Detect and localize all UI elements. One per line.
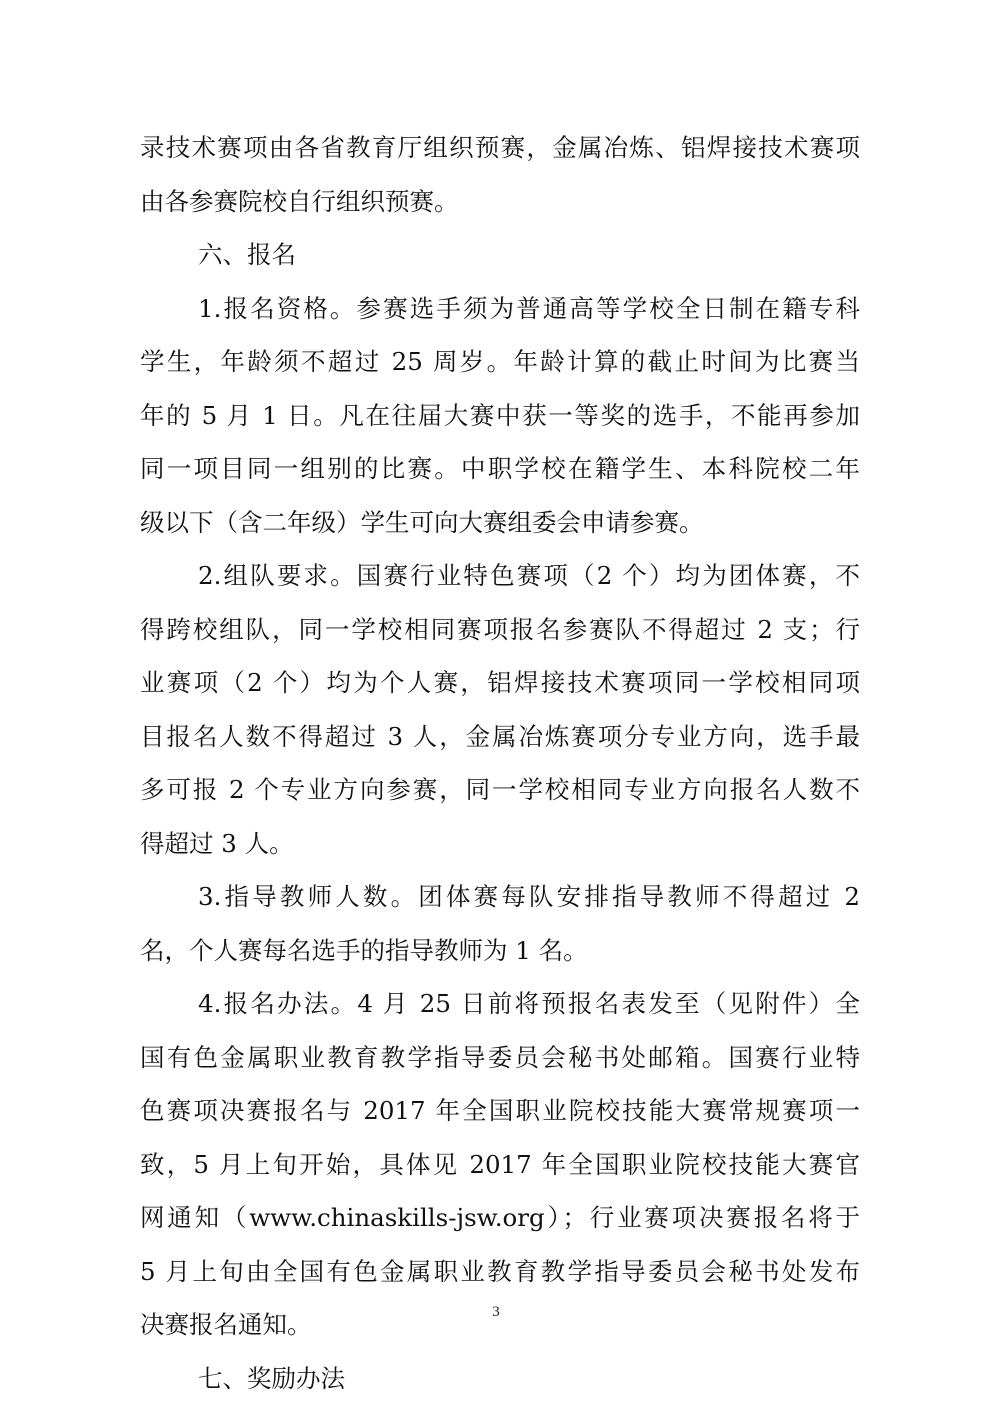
paragraph-line: 七、奖励办法 xyxy=(140,1352,860,1405)
paragraph-line: 决赛报名通知。 xyxy=(140,1298,860,1352)
paragraph-line: 色赛项决赛报名与 2017 年全国职业院校技能大赛常规赛项一 xyxy=(140,1084,860,1138)
paragraph-line: 致，5 月上旬开始，具体见 2017 年全国职业院校技能大赛官 xyxy=(140,1138,860,1192)
paragraph-line: 同一项目同一组别的比赛。中职学校在籍学生、本科院校二年 xyxy=(140,442,860,496)
paragraph-line: 业赛项（2 个）均为个人赛，铝焊接技术赛项同一学校相同项 xyxy=(140,656,860,710)
paragraph-line: 国有色金属职业教育教学指导委员会秘书处邮箱。国赛行业特 xyxy=(140,1031,860,1085)
paragraph-line: 年的 5 月 1 日。凡在往届大赛中获一等奖的选手，不能再参加 xyxy=(140,389,860,443)
page-number: 3 xyxy=(0,1304,992,1321)
paragraph-line: 多可报 2 个专业方向参赛，同一学校相同专业方向报名人数不 xyxy=(140,763,860,817)
paragraph-line: 级以下（含二年级）学生可向大赛组委会申请参赛。 xyxy=(140,496,860,550)
paragraph-line: 5 月上旬由全国有色金属职业教育教学指导委员会秘书处发布 xyxy=(140,1245,860,1299)
paragraph-line: 1.报名资格。参赛选手须为普通高等学校全日制在籍专科 xyxy=(140,282,860,336)
document-body xyxy=(140,121,860,1405)
paragraph-line: 2.组队要求。国赛行业特色赛项（2 个）均为团体赛，不 xyxy=(140,549,860,603)
paragraph-line: 得超过 3 人。 xyxy=(140,817,860,871)
paragraph-line: 目报名人数不得超过 3 人，金属冶炼赛项分专业方向，选手最 xyxy=(140,710,860,764)
paragraph-line: 3.指导教师人数。团体赛每队安排指导教师不得超过 2 xyxy=(140,870,860,924)
paragraph-line: 录技术赛项由各省教育厅组织预赛，金属冶炼、铝焊接技术赛项 xyxy=(140,121,860,175)
paragraph-line: 得跨校组队，同一学校相同赛项报名参赛队不得超过 2 支；行 xyxy=(140,603,860,657)
paragraph-line: 名，个人赛每名选手的指导教师为 1 名。 xyxy=(140,924,860,978)
paragraph-line: 学生，年龄须不超过 25 周岁。年龄计算的截止时间为比赛当 xyxy=(140,335,860,389)
paragraph-line: 由各参赛院校自行组织预赛。 xyxy=(140,175,860,229)
paragraph-line: 网通知（www.chinaskills-jsw.org）；行业赛项决赛报名将于 xyxy=(140,1191,860,1245)
paragraph-line: 4.报名办法。4 月 25 日前将预报名表发至（见附件）全 xyxy=(140,977,860,1031)
paragraph-line: 六、报名 xyxy=(140,228,860,282)
